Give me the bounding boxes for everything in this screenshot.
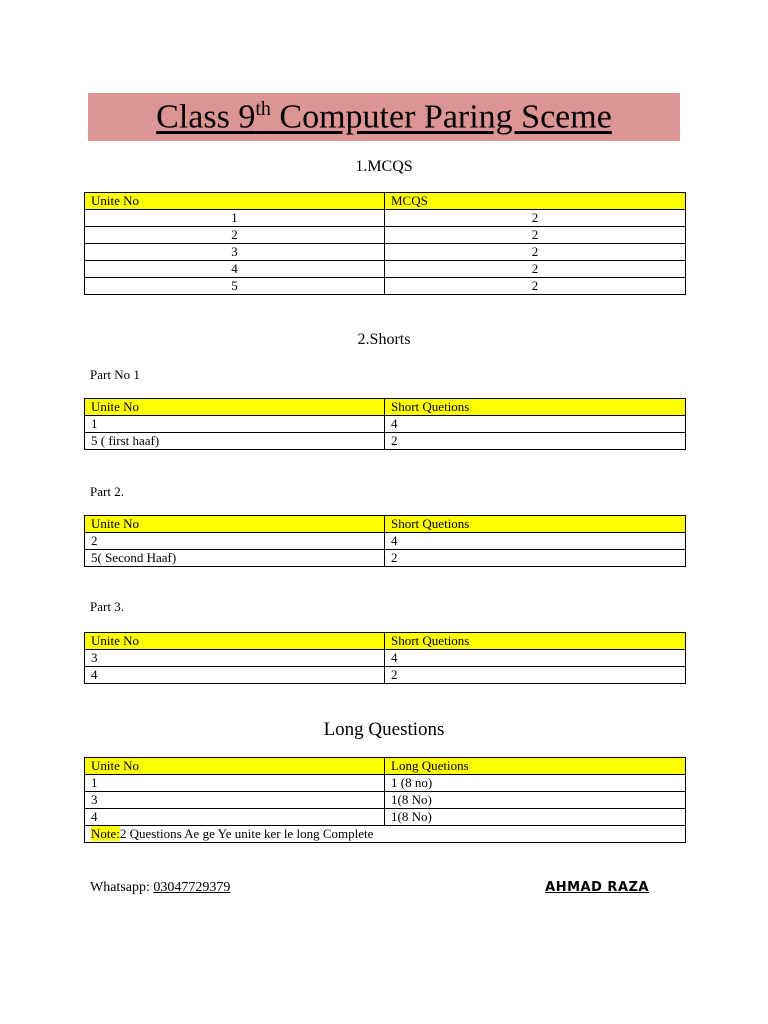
header-cell: Unite No xyxy=(85,633,385,650)
table-cell: 5( Second Haaf) xyxy=(85,550,385,567)
table-cell: 4 xyxy=(385,650,686,667)
table-row xyxy=(85,775,686,792)
table-row xyxy=(85,792,686,809)
whatsapp-number[interactable]: 03047729379 xyxy=(153,880,231,895)
table-cell: 2 xyxy=(385,261,686,278)
header-cell: Unite No xyxy=(85,193,385,210)
table-cell: 2 xyxy=(85,227,385,244)
mcqs-heading: 1.MCQS xyxy=(355,158,413,175)
note-label: Note: xyxy=(91,826,120,841)
page-title: Class 9th Computer Paring Sceme xyxy=(156,97,612,136)
table-row xyxy=(85,667,686,684)
header-cell: Short Quetions xyxy=(385,516,686,533)
shorts-heading: 2.Shorts xyxy=(357,331,411,348)
table-cell: 5 ( first haaf) xyxy=(85,433,385,450)
table-row xyxy=(85,278,686,295)
table-row xyxy=(85,433,686,450)
table-row xyxy=(85,533,686,550)
mcqs-table xyxy=(84,192,686,295)
table-cell: 4 xyxy=(385,533,686,550)
header-cell: MCQS xyxy=(385,193,686,210)
shorts-part-3-table xyxy=(84,632,686,684)
note-row xyxy=(85,826,686,843)
header-cell: Long Quetions xyxy=(385,758,686,775)
part-3-label: Part 3. xyxy=(90,599,124,614)
table-row xyxy=(85,550,686,567)
table-cell: 2 xyxy=(385,210,686,227)
long-questions-table xyxy=(84,757,686,843)
table-cell: 4 xyxy=(85,667,385,684)
table-cell: 1(8 No) xyxy=(385,792,686,809)
header-cell: Short Quetions xyxy=(385,633,686,650)
table-cell: 5 xyxy=(85,278,385,295)
whatsapp-label: Whatsapp: xyxy=(90,880,154,895)
header-cell: Unite No xyxy=(85,758,385,775)
part-1-label: Part No 1 xyxy=(90,367,140,382)
table-cell: 1 xyxy=(85,775,385,792)
whatsapp-contact xyxy=(90,880,230,896)
header-cell: Unite No xyxy=(85,516,385,533)
author-name: AHMAD RAZA xyxy=(545,880,649,895)
note-cell xyxy=(85,826,686,843)
table-cell: 2 xyxy=(385,278,686,295)
table-cell: 2 xyxy=(85,533,385,550)
table-cell: 2 xyxy=(385,550,686,567)
table-row xyxy=(85,244,686,261)
long-questions-heading: Long Questions xyxy=(323,719,445,740)
table-header-row xyxy=(85,758,686,775)
table-cell: 3 xyxy=(85,650,385,667)
table-cell: 2 xyxy=(385,667,686,684)
table-row xyxy=(85,416,686,433)
table-row xyxy=(85,227,686,244)
table-header-row xyxy=(85,399,686,416)
table-header-row xyxy=(85,516,686,533)
table-cell: 3 xyxy=(85,244,385,261)
table-cell: 4 xyxy=(85,261,385,278)
table-cell: 1 (8 no) xyxy=(385,775,686,792)
table-cell: 1 xyxy=(85,416,385,433)
header-cell: Unite No xyxy=(85,399,385,416)
table-cell: 4 xyxy=(385,416,686,433)
part-2-label: Part 2. xyxy=(90,484,124,499)
table-cell: 4 xyxy=(85,809,385,826)
table-row xyxy=(85,650,686,667)
table-row xyxy=(85,210,686,227)
header-cell: Short Quetions xyxy=(385,399,686,416)
table-cell: 2 xyxy=(385,433,686,450)
table-header-row xyxy=(85,193,686,210)
table-cell: 1 xyxy=(85,210,385,227)
shorts-part-1-table xyxy=(84,398,686,450)
note-text: 2 Questions Ae ge Ye unite ker le long Complete xyxy=(119,826,374,841)
table-cell: 3 xyxy=(85,792,385,809)
title-banner xyxy=(88,93,680,141)
table-cell: 2 xyxy=(385,227,686,244)
table-cell: 1(8 No) xyxy=(385,809,686,826)
table-row xyxy=(85,261,686,278)
shorts-part-2-table xyxy=(84,515,686,567)
table-cell: 2 xyxy=(385,244,686,261)
table-row xyxy=(85,809,686,826)
table-header-row xyxy=(85,633,686,650)
